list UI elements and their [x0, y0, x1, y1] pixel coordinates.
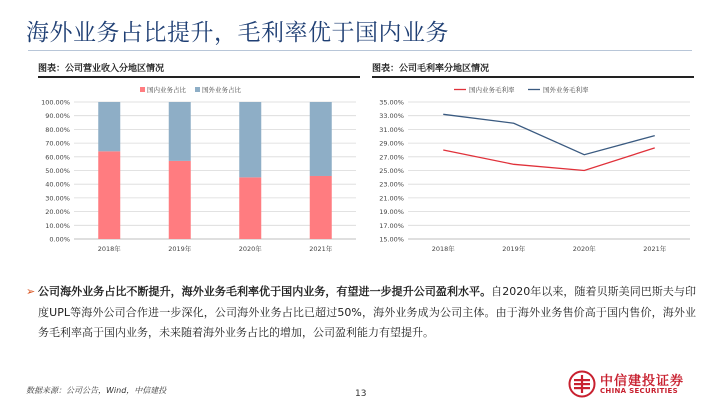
y-tick-label: 40.00%	[45, 180, 70, 189]
bar-segment	[310, 176, 332, 239]
y-tick-label: 35.00%	[379, 98, 404, 107]
legend-label: 国外业务占比	[202, 86, 241, 94]
y-tick-label: 20.00%	[45, 208, 70, 217]
y-tick-label: 19.00%	[379, 208, 404, 217]
bar-segment	[169, 102, 191, 161]
y-tick-label: 60.00%	[45, 153, 70, 162]
y-tick-label: 21.00%	[379, 194, 404, 203]
y-tick-label: 25.00%	[379, 167, 404, 175]
left-chart-caption: 图表：公司营业收入分地区情况	[38, 64, 165, 74]
bar-segment	[310, 102, 332, 176]
gross-margin-chart	[372, 80, 694, 260]
y-tick-label: 33.00%	[379, 112, 404, 121]
x-tick-label: 2020年	[572, 245, 596, 253]
y-tick-label: 17.00%	[379, 221, 404, 230]
y-tick-label: 15.00%	[379, 235, 404, 244]
company-logo	[568, 370, 696, 400]
y-tick-label: 31.00%	[379, 125, 404, 134]
bar-segment	[169, 161, 191, 239]
bar-segment	[239, 177, 261, 239]
y-tick-label: 70.00%	[45, 139, 70, 148]
bar-segment	[239, 102, 261, 177]
legend-swatch	[195, 87, 200, 92]
page-number: 13	[355, 389, 367, 399]
x-tick-label: 2019年	[168, 245, 192, 253]
x-tick-label: 2021年	[309, 245, 333, 253]
logo-text-en: CHINA SECURITIES	[600, 387, 678, 395]
y-tick-label: 100.00%	[41, 98, 70, 107]
legend-label: 国内业务占比	[147, 86, 186, 94]
bar-segment	[98, 151, 120, 239]
revenue-region-chart	[38, 80, 360, 260]
y-tick-label: 10.00%	[45, 221, 70, 230]
logo-text-cn: 中信建投证券	[600, 374, 685, 389]
y-tick-label: 80.00%	[45, 125, 70, 134]
x-tick-label: 2020年	[238, 245, 262, 253]
x-tick-label: 2021年	[643, 245, 667, 253]
right-chart-caption: 图表：公司毛利率分地区情况	[372, 64, 490, 74]
right-caption-rule	[372, 76, 694, 78]
x-tick-label: 2019年	[502, 245, 526, 253]
summary-lead: 公司海外业务占比不断提升，海外业务毛利率优于国内业务，有望进一步提升公司盈利水平。	[38, 285, 492, 298]
y-tick-label: 90.00%	[45, 112, 70, 121]
summary-paragraph	[26, 282, 696, 344]
left-caption-rule	[38, 76, 360, 78]
title-divider	[28, 50, 692, 51]
y-tick-label: 29.00%	[379, 139, 404, 148]
y-tick-label: 23.00%	[379, 180, 404, 189]
y-tick-label: 0.00%	[49, 235, 70, 244]
bullet-arrow-icon: ➢	[26, 285, 36, 298]
bar-segment	[98, 102, 120, 151]
page-title: 海外业务占比提升，毛利率优于国内业务	[26, 20, 449, 46]
summary-body: 自2020年以来，随着贝斯美同巴斯夫与印度UPL等海外公司合作进一步深化，公司海外业务占比已超过50%，海外业务成为公司主体。由于海外业务售价高于国内售价，海外业务毛利率高于国内业务，未来随着海外业务占比的增加，公司盈利能力有望提升。	[38, 285, 696, 339]
legend-label: 国内业务毛利率	[469, 86, 515, 94]
series-line	[443, 114, 655, 154]
legend-swatch	[140, 87, 145, 92]
series-line	[443, 148, 655, 171]
y-tick-label: 27.00%	[379, 153, 404, 162]
y-tick-label: 50.00%	[45, 167, 70, 175]
x-tick-label: 2018年	[97, 245, 121, 253]
y-tick-label: 30.00%	[45, 194, 70, 203]
source-note: 数据来源：公司公告，Wind，中信建投	[26, 386, 167, 395]
logo-emblem-icon	[568, 370, 596, 398]
legend-label: 国外业务毛利率	[543, 86, 589, 94]
x-tick-label: 2018年	[431, 245, 455, 253]
